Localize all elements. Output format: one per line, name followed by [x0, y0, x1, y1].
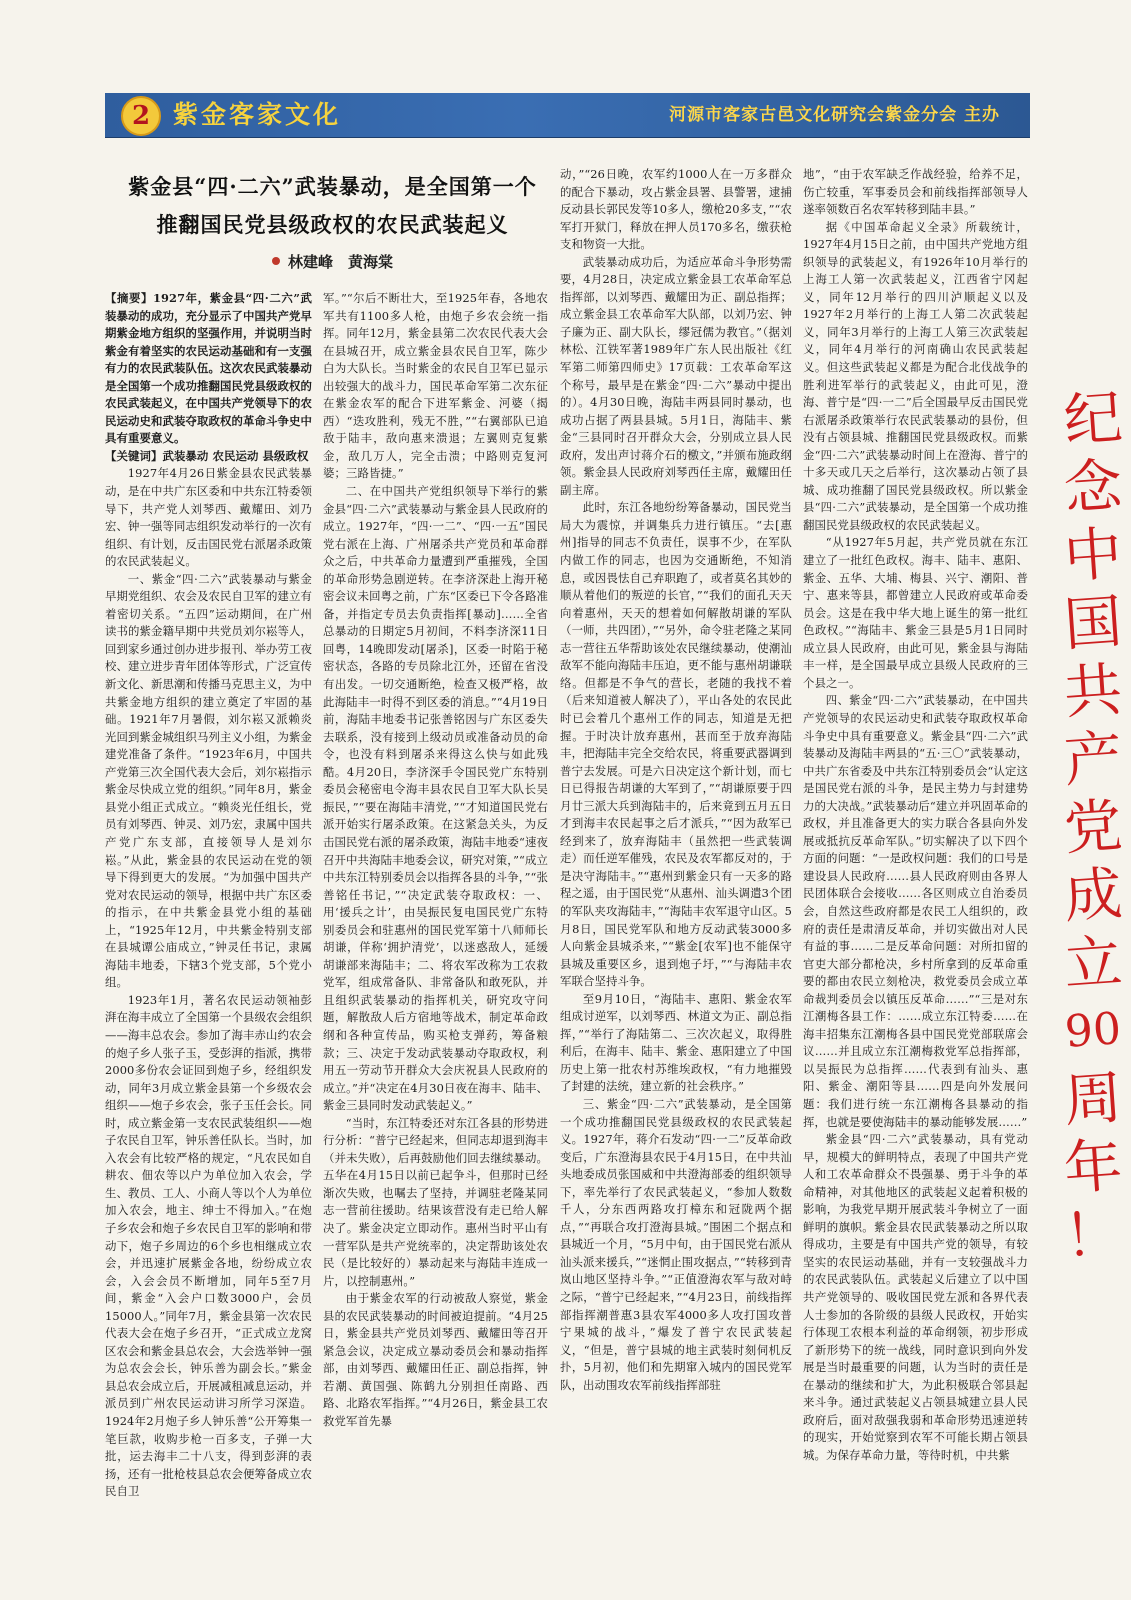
paragraph: 动，”“26日晚，农军约1000人在一万多群众的配合下暴动，攻占紫金县署、县警署，逮捕反动县长郭民发等10多人，缴枪20多支，”“农军打开狱门，释放在押人员170多名，缴获枪支和物资一大批。: [560, 167, 792, 252]
paragraph: “当时，东江特委还对东江各县的形势进行分析：“普宁已经起来，但同志却退到海丰（并未失败），后再鼓励他们回去继续暴动。五华在4月15日以前已起争斗，但那时已经渐次失败，也嘱去了坚持，并调驻老隆某同志一营前往援助。结果该营没有走已给人解决了。紫金决定立即动作。惠州当时平山有一营军队是共产党统率的，决定帮助该处农民（是比较好的）暴动起来与海陆丰连成一片，以控制惠州。”: [323, 1115, 548, 1288]
paragraph: 三、紫金“四·二六”武装暴动，是全国第一个成功推翻国民党县级政权的农民武装起义。1927年，蒋介石发动“四·一二”反革命政变后，广东澄海县农民于4月15日，在中共汕头地委成员张国威和中共澄海部委的组织领导下，率先举行了农民武装起义，“参加人数数千人，分东西两路攻打樟东和冠陇两个据点，”“再联合攻打澄海县城。”围困二个据点和县城近一个月，“5月中旬，由于国民党右派从汕头派来援兵，”“迷惘止围攻据点，”“转移到青岚山地区坚持斗争。”“正值澄海农军与敌对峙之际，“普宁已经起来，”“4月23日，前线指挥部指挥潮普惠3县农军4000多人攻打国攻普宁果城的战斗，”爆发了普宁农民武装起义，“但是，普宁县城的地主武装时刻伺机反扑，5月初，他们和先期窜入城内的国民党军队，出动围攻农军前线指挥部驻: [560, 1096, 792, 1392]
slogan-char: 纪: [1061, 383, 1125, 455]
column-name: 紫金客家文化: [173, 100, 342, 129]
text-column-2: [323, 290, 548, 1560]
slogan-char: 国: [1061, 587, 1125, 659]
slogan-char: 产: [1061, 723, 1125, 795]
slogan-char: 共: [1061, 655, 1125, 727]
slogan-char: 中: [1061, 519, 1125, 591]
keywords: 【关键词】武装暴动 农民运动 县级政权: [105, 448, 309, 463]
slogan-char: 成: [1061, 859, 1125, 931]
slogan-char: 年: [1061, 1131, 1125, 1203]
text-column-3: [560, 166, 792, 1436]
paragraph: 由于紫金农军的行动被敌人察觉，紫金县的农民武装暴动的时间被迫提前。“4月25日，紫金县共产党员刘琴西、戴耀田等召开紧急会议，决定成立暴动委员会和暴动指挥部，由刘琴西、戴耀田任正、副总指挥，钟若潮、黄国强、陈鹤九分别担任南路、西路、北路农军指挥。”“4月26日，紫金县工农救党军首先暴: [323, 1291, 548, 1428]
paragraph: 四、紫金“四·二六”武装暴动，在中国共产党领导的农民运动史和武装夺取政权革命斗争史中具有重要意义。紫金县“四·二六”武装暴动及海陆丰两县的“五·三〇”武装暴动，中共广东省委及中共东江特别委员会“认定这是国民党右派的斗争，是民主势力与封建势力的大决战。”武装暴动后“建立并巩固革命的政权，并且准备更大的实力联合各县向外发展或抵抗反革命军队。”切实解决了以下四个方面的问题：“一是政权问题：我们的口号是建设县人民政府……县人民政府则由各界人民团体联合会接收……各区则成立自治委员会，自然这些政府都是农民工人组织的，政府的责任是肃清反革命，并切实做出对人民有益的事……二是反革命问题：对所扣留的官吏大部分都枪决，乡村所拿到的反革命重要的都由农民立刻枪决，救党委员会成立革命裁判委员会以镇压反革命……”“三是对东江潮梅各县工作：……成立东江特委……在海丰招集东江潮梅各县中国民党党部联席会议……并且成立东江潮梅救党军总指挥部，以吴振民为总指挥……代表到有汕头、惠阳、紫金、潮阳等县……四是向外发展问题：我们进行统一东江潮梅各县暴动的指挥，也就是要使海陆丰的暴动能够发展……”: [803, 693, 1028, 1129]
sponsor-text: 河源市客家古邑文化研究会紫金分会 主办: [669, 105, 1000, 125]
paragraph: 一、紫金“四·二六”武装暴动与紫金早期党组织、农会及农民自卫军的建立有着密切关系。“五四”运动期间，在广州读书的紫金籍早期中共党员刘尔崧等人，回到家乡通过创办进步报刊、举办劳工夜校、建立进步青年团体等形式，广泛宣传新文化、新思潮和传播马克思主义，为中共紫金地方组织的建立奠定了牢固的基础。1921年7月暑假，刘尔崧又派赖炎光回到紫金城组织马列主义小组，为紫金建党准备了条件。“1923年6月，中国共产党第三次全国代表大会后，刘尔崧指示紫金尽快成立党的组织。”同年8月，紫金县党小组正式成立。“赖炎光任组长，党员有刘琴西、钟灵、刘乃宏，隶属中国共产党广东支部，直接领导人是刘尔崧。”从此，紫金县的农民运动在党的领导下得到更大的发展。“为加强中国共产党对农民运动的领导，根据中共广东区委的指示，在中共紫金县党小组的基础上，“1925年12月，中共紫金特别支部在县城谭公庙成立，”钟灵任书记，隶属海陆丰地委，下辖3个党支部，5个党小组。: [105, 571, 312, 990]
text-column-1: [105, 290, 312, 1560]
article-authors: [105, 252, 560, 272]
page-header-banner: [105, 93, 1030, 137]
text-column-4: [803, 166, 1028, 1462]
slogan-char: 90: [1063, 1003, 1123, 1058]
slogan-char: 党: [1061, 791, 1125, 863]
paragraph: 二、在中国共产党组织领导下举行的紫金县“四·二六”武装暴动与紫金县人民政府的成立。1927年，“四·一二”、“四·一五”国民党右派在上海、广州屠杀共产党员和革命群众之后，中共革命力量遭到严重摧残，全国的革命形势急剧逆转。在李济深赴上海开秘密会议未回粤之前，广东“区委已下令各路准备，并指定专员去负责指挥[暴动]……全省总暴动的日期定5月初间，不料李济深11日回粤，14晚即发动[屠杀]，区委一时陷于秘密状态，各路的专员除北江外，还留在省没有出发。一切交通断绝，检查又极严格，故此海陆丰一时得不到区委的消息。”“4月19日前，海陆丰地委书记张善铭因与广东区委失去联系，没有接到上级动员或准备动员的命令，也没有料到屠杀来得这么快与如此残酷。4月20日，李济深手令国民党广东特别委员会秘密电令海丰县农民自卫军大队长吴振民，”“要在海陆丰清党，”“才知道国民党右派开始实行屠杀政策。在这紧急关头，为反击国民党右派的屠杀政策，海陆丰地委“速夜召开中共海陆丰地委会议，研究对策，”“成立中共东江特别委员会以指挥各县的斗争，”“张善铭任书记，”“决定武装夺取政权：一、用‘援兵之计’，由吴振民复电国民党广东特别委员会和驻惠州的国民党军第十八师师长胡谦，佯称‘拥护清党’，以迷惑敌人，延缓胡谦部来海陆丰；二、将农军改称为工农救党军，组成常备队、非常备队和敢死队，并且组织武装暴动的指挥机关，研究攻守问题，解散敌人后方宿地等战术，制定革命政纲和各种宣传品，购买枪支弹药，筹备粮款；三、决定于发动武装暴动夺取政权，利用五一劳动节开群众大会庆祝县人民政府的成立。”并“决定在4月30日夜在海丰、陆丰、紫金三县同时发动武装起义。”: [323, 484, 548, 1113]
slogan-char: 立: [1061, 927, 1125, 999]
vertical-slogan: [1063, 385, 1123, 1555]
title-line-2: 推翻国民党县级政权的农民武装起义: [156, 212, 509, 237]
paragraph: 1923年1月，著名农民运动领袖彭湃在海丰成立了全国第一个县级农会组织——海丰总农会。参加了海丰赤山约农会的炮子乡人张子玉，受彭湃的指派，携带2000多份农会证回到炮子乡，经组织发动，同年3月成立紫金县第一个乡级农会组织——炮子乡农会，张子玉任会长。同时，成立紫金第一支农民武装组织——炮子农民自卫军，钟乐善任队长。当时，加入农会有比较严格的规定，“凡农民如自耕农、佃农等以户为单位加入农会，学生、教员、工人、小商人等以个人为单位加入农会，地主、绅士不得加入。”在炮子乡农会和炮子乡农民自卫军的影响和带动下，炮子乡周边的6个乡也相继成立农会，并迅速扩展紫金各地，纷纷成立农会，入会会员不断增加，同年5至7月间，紫金“入会户口数3000户，会员15000人。”同年7月，紫金县第一次农民代表大会在炮子乡召开，“正式成立龙窝区农会和紫金县总农会，大会选举钟一强为总农会会长，钟乐善为副会长。”紫金县总农会成立后，开展减租减息运动，并派员到广州农民运动讲习所学习深造。1924年2月炮子乡人钟乐善“公开筹集一笔巨款，收购步枪一百多支，子弹一大批，运去海丰二十八支，得到彭湃的表扬，还有一批枪枝县总农会便筹备成立农民自卫: [105, 992, 312, 1499]
paragraph: 至9月10日，“海陆丰、惠阳、紫金农军组成讨逆军，以刘琴西、林道文为正、副总指挥，”“举行了海陆第二、三次次起义，取得胜利后，在海丰、陆丰、紫金、惠阳建立了中国历史上第一批农村苏维埃政权，“有力地摧毁了封建的法统，建立新的社会秩序。”: [560, 991, 792, 1094]
slogan-char: 念: [1061, 451, 1125, 523]
paragraph: 军。”“尔后不断壮大，至1925年春，各地农军共有1100多人枪，由炮子乡农会统一指挥。同年12月，紫金县第二次农民代表大会在县城召开，成立紫金县农民自卫军，陈少白为大队长。当时紫金的农民自卫军已显示出较强大的战斗力，国民革命军第二次东征在紫金农军的配合下进军紫金、河婆（揭西）“迭攻胜利，残无不胜，”“右翼部队已追敌于陆丰，敌向惠来溃退；左翼则克复紫金，敌几万人，完全击溃；中路则克复河婆；三路皆捷。”: [323, 291, 548, 481]
article-title: [105, 168, 560, 244]
slogan-char: ！: [1061, 1199, 1125, 1271]
paragraph: 1927年4月26日紫金县农民武装暴动，是在中共广东区委和中共东江特委领导下，共产党人刘琴西、戴耀田、刘乃宏、钟一强等同志组织发动举行的一次有组织、有计划，反击国民党右派屠杀政策的农民武装起义。: [105, 466, 312, 569]
paragraph: “从1927年5月起，共产党员就在东江建立了一批红色政权。海丰、陆丰、惠阳、紫金、五华、大埔、梅县、兴宁、潮阳、普宁、惠来等县，都曾建立人民政府或革命委员会。这是在我中华大地上诞生的第一批红色政权。”“海陆丰、紫金三县是5月1日同时成立县人民政府，由此可见，紫金县与海陆丰一样，是全国最早成立县级人民政府的三个县之一。: [803, 535, 1028, 690]
bullet-icon: [272, 257, 280, 265]
page-number: 2: [121, 96, 161, 136]
paragraph: 紫金县“四·二六”武装暴动，具有党动早，规模大的鲜明特点，表现了中国共产党人和工农革命群众不畏强暴、勇于斗争的革命精神，对其他地区的武装起义起着积极的影响，为我党早期开展武装斗争树立了一面鲜明的旗帜。紫金县农民武装暴动之所以取得成功，主要是有中国共产党的领导，有较坚实的农民运动基础，并有一支较强战斗力的农民武装队伍。武装起义后建立了以中国共产党领导的、吸收国民党左派和各界代表人士参加的各阶级的县级人民政权，开始实行体现工农根本利益的革命纲领，初步形成了新形势下的统一战线，同时意识到向外发展是当时最重要的问题，认为当时的责任是在暴动的继续和扩大，为此积极联合邻县起来斗争。通过武装起义占领县城建立县人民政府后，面对敌强我弱和革命形势迅速逆转的现实，开始觉察到农军不可能长期占领县城。为保存革命力量，等待时机，中共紫: [803, 1132, 1028, 1462]
author-names: 林建峰 黄海棠: [287, 253, 393, 271]
paragraph: 武装暴动成功后，为适应革命斗争形势需要，4月28日，决定成立紫金县工农革命军总指挥部，以刘琴西、戴耀田为正、副总指挥；成立紫金县工农革命军大队部，以刘乃宏、钟子廉为正、副大队长，缪冠儒为教官。”（据刘林松、江铁军著1989年广东人民出版社《红军第二师第四师史》17页载：工农革命军这个称号，最早是在紫金“四·二六”暴动中提出的）。4月30日晚，海陆丰两县同时暴动，也成功占据了两县县城。5月1日，海陆丰、紫金“三县同时召开群众大会，分别成立县人民政府，发出声讨蒋介石的檄文，”并颁布施政纲领。紫金县人民政府刘琴西任主席，戴耀田任副主席。: [560, 254, 792, 497]
title-line-1: 紫金县“四·二六”武装暴动，是全国第一个: [128, 174, 537, 199]
paragraph: 地”，“由于农军缺乏作战经验，给养不足，伤亡较重，军事委员会和前线指挥部领导人遂率领数百名农军转移到陆丰县。”: [803, 167, 1028, 217]
slogan-char: 周: [1061, 1063, 1125, 1135]
abstract: 【摘要】1927年，紫金县“四·二六”武装暴动的成功，充分显示了中国共产党早期紫金地方组织的坚强作用，并说明当时紫金有着坚实的农民运动基础和有一支强有力的农民武装队伍。这次农民武装暴动是全国第一个成功推翻国民党县级政权的农民武装起义，在中国共产党领导下的农民运动史和武装夺取政权的革命斗争史中具有重要意义。: [105, 291, 312, 446]
paragraph: 据《中国革命起义全录》所载统计，1927年4月15日之前，由中国共产党地方组织领导的武装起义，有1926年10月举行的上海工人第一次武装起义，江西省宁冈起义，同年12月举行的四川泸顺起义以及1927年2月举行的上海工人第二次武装起义，同年3月举行的上海工人第三次武装起义，同年4月举行的河南确山农民武装起义。但这些武装起义都是为配合北伐战争的胜利进军举行的武装起义，由此可见，澄海、普宁是“四·一二”后全国最早反击国民党右派屠杀政策举行农民武装暴动的县份，但没有占领县城、推翻国民党县级政权。而紫金“四·二六”武装暴动时间上在澄海、普宁的十多天或几天之后举行，这次暴动占领了县城、成功推翻了国民党县级政权。所以紫金县“四·二六”武装暴动，是全国第一个成功推翻国民党县级政权的农民武装起义。: [803, 219, 1028, 532]
paragraph: 此时，东江各地纷纷筹备暴动，国民党当局大为震惊，并调集兵力进行镇压。“去[惠州]指导的同志不负责任，误事不少，在军队内做工作的同志，也因为交通断绝，不知消息，或因畏怯自己弃职跑了，或者莫名其妙的顺从着他们的叛逆的长官，”“我们的面孔天天向着惠州，天天的想着如何解散胡谦的军队（一师，共四团），”“另外，命令驻老隆之某同志一营往五华帮助该处农民继续暴动，使潮汕敌军不能向海陆丰压迫，更不能与惠州胡谦联络。但都是不争气的营长，老随的我找不着（后来知道被人解决了），平山各处的农民此时已会着几个惠州工作的同志，知道是无把握。于时决计放弃惠州，甚而至于放弃海陆丰，把海陆丰完全交给农民，将重要武器调到普宁去发展。可是六日决定这个新计划，而七日已得报告胡谦的大军到了，”“胡谦原要于四月廿三派大兵到海陆丰的，后来竟到五月五日才到海丰农民起事之后才派兵，”“因为敌军已经到来了，放弃海陆丰（虽然把一些武装调走）而任逆军催残，农民及农军都反对的，于是决守海陆丰。”“惠州到紫金只有一天多的路程之遥，由于国民党“从惠州、汕头调遣3个团的军队夹攻海陆丰，”“海陆丰农军退守山区。5月8日，国民党军队和地方反动武装3000多人向紫金县城杀来，”“紫金[农军]也不能保守县城及重要区乡，退到炮子圩，”“与海陆丰农军联合坚持斗争。: [560, 500, 792, 989]
